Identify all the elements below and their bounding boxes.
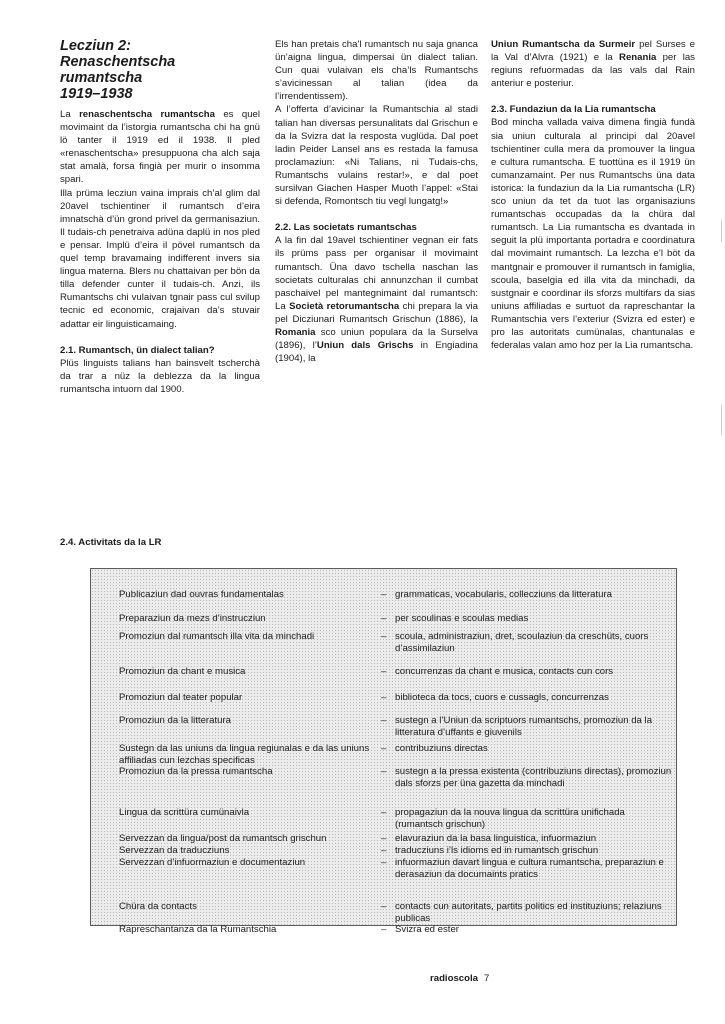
column-1 [60, 38, 260, 396]
dash-marker: – [381, 924, 387, 935]
paragraph: A l’offerta d’avicinar la Rumantschia al stadi talian han diversas persunalitats dal Grischun e da la Svizra dat la resposta vuglüda. Dal poet ladin Peider Lansel ans es restada la famusa proclamaziun: «Ni Talians, ni Tudais-chs, Rumantschs vulains restar!», e dal poet sursilvan Giachen Hasper Muoth l’appel: «Stai si defenda, Romontsch tiu vegl lungatg!» [275, 104, 478, 208]
lesson-title [60, 38, 260, 102]
bold-term: Romania [275, 326, 316, 338]
activity-label: Publicaziun dad ouvras fundamentalas [119, 589, 284, 600]
column-2 [275, 38, 478, 365]
activity-detail: grammaticas, vocabularis, collecziuns da litteratura [395, 589, 613, 600]
activity-detail: infuormaziun davart lingua e cultura rumantscha, preparaziun e derasaziun da documaints pratics [395, 857, 664, 881]
activity-detail: biblioteca da tocs, cuors e cussagls, concurrenzas [395, 692, 609, 703]
activity-detail: contacts cun autoritats, partits politics ed instituziuns; relaziuns publicas [395, 901, 662, 925]
activity-detail: sustegn a l’Uniun da scriptuors rumantschs, promoziun da la litteratura d’uffants e giuvenils [395, 715, 653, 739]
dash-marker: – [381, 666, 387, 677]
activity-label: Promoziun dal teater popular [119, 692, 243, 703]
activity-detail: scoula, administraziun, dret, scoulaziun da creschüts, cuors d’assimilaziun [395, 631, 649, 655]
activity-label: Promoziun da chant e musica [119, 666, 246, 677]
footer-brand: radioscola [430, 973, 478, 984]
activity-label: Servezzan da lingua/post da rumantsch grischun [119, 833, 327, 844]
section-heading-2-4: 2.4. Activitats da la LR [60, 537, 162, 548]
title-line: 1919–1938 [60, 86, 133, 102]
section-heading-2-2: 2.2. Las societats rumantschas [275, 222, 417, 234]
activity-label: Servezzan d’infuormaziun e documentaziun [119, 857, 306, 868]
dash-marker: – [381, 743, 387, 754]
bold-term: Società retorumantscha [289, 300, 400, 312]
paragraph: Els han pretais cha’l rumantsch nu saja gnanca ün’aigna lingua, dimpersai ün dialect talian. Cun quai vulaivan els cha’ls Rumantschs s’avicinessan al talian (idea da l’irrendentissem). [275, 39, 478, 103]
activity-detail: concurrenzas da chant e musica, contacts cun cors [395, 666, 614, 677]
text-run: pel Surses e la Val d’Alvra (1921) e la [491, 39, 696, 64]
dash-marker: – [381, 589, 387, 600]
bold-term: Uniun dals Grischs [316, 340, 414, 352]
paragraph [491, 38, 695, 90]
dash-marker: – [381, 613, 387, 624]
dash-marker: – [381, 631, 387, 642]
activity-detail: contribuziuns directas [395, 743, 488, 754]
scan-edge-mark [721, 220, 722, 242]
dash-marker: – [381, 833, 387, 844]
bold-term: Renania [619, 52, 657, 64]
activity-label: Servezzan da traducziuns [119, 845, 230, 856]
title-line: Renaschentscha rumantscha [60, 54, 176, 86]
dash-marker: – [381, 901, 387, 912]
bold-term: renaschentscha rumantscha [79, 109, 215, 120]
dash-marker: – [381, 857, 387, 868]
activity-label: Sustegn da las uniuns da lingua regiunalas e da las uniuns affiliadas cun lezchas specificas [119, 743, 370, 767]
paragraph: Bod mincha vallada vaiva dimena fingià fundà sia uniun culturala al principi dal 20avel tschientiner culla mera da promouver la lingua e cultura rumantscha. E tuottüna es il 1919 ün cumanzamaint. Per nus Rumantschs üna data istorica: la fundaziun da la Lia rumantscha (LR) sco uniun da tet da tuot las organisaziuns rumantschas occupadas da la chüra dal rumantsch. La Lia rumantscha es dvantada in seguit la plü importanta portadra e coordinatura dal movimaint rumantsch. La lezcha e’l böt da mantgnair e promouver il rumantsch in famiglia, scoula, baselgia ed illa vita da minchadi, da sustgnair e coordinar ils sforzs multifars da sias uniuns affiliadas e surtuot da rapreschantar la Rumantschia vers l’exteriur (Svizra ed ester) e pro las autoritats cumünalas, chantunalas e federalas valan amo hoz per la Lia rumantscha. [491, 117, 695, 352]
section-heading-2-1: 2.1. Rumantsch, ün dialect talian? [60, 344, 215, 356]
dash-marker: – [381, 807, 387, 818]
activity-label: Chüra da contacts [119, 901, 197, 912]
activity-label: Rapreschantanza da la Rumantschia [119, 924, 277, 935]
activity-detail: traducziuns i’ls idioms ed in rumantsch grischun [395, 845, 599, 856]
paragraph: Illa prüma lecziun vaina imprais ch’al glim dal 20avel tschientiner il rumantsch d’eira imnatschà d’ün grond privel da germanisaziun. Il tudais-ch penetraiva adüna daplü in nos pled e pensar. Implü d’eira il pövel rumantsch da quel temp bravamaing indifferent invers sia lingua materna. Blers nu chattaivan per bön da tilla defender cunter il tudais-ch. Anzi, ils Rumantschs chi vulaivan tgnair pass cul svilup tecnic ed economic, crajaivan da’s stuvair adattar eir linguisticamaing. [60, 187, 260, 330]
dash-marker: – [381, 766, 387, 777]
text-run: chi prepara la via pel Dicziunari Rumantsch Grischun (1886), la [275, 300, 478, 325]
activity-detail: elavuraziun da la basa linguistica, infuormaziun [395, 833, 597, 844]
text-run: es quel movimaint da l’istorgia rumantscha chi ha gnü lö tanter il 1919 ed il 1938. Il pled «renaschentscha» presuppuona cha alch saja stat amalà, forsa fingià per murir o insomma spari. [60, 109, 260, 186]
scan-edge-mark [721, 405, 722, 435]
bold-term: Uniun Rumantscha da Surmeir [491, 39, 636, 50]
paragraph: Plüs linguists talians han bainsvelt tscherchà da trar a nüz la deblezza da la lingua rumantscha intuorn dal 1900. [60, 357, 260, 395]
dash-marker: – [381, 845, 387, 856]
paragraph [275, 234, 478, 365]
page-number: 7 [484, 973, 490, 984]
column-3 [491, 38, 695, 352]
activity-detail: per scoulinas e scoulas medias [395, 613, 529, 624]
text-run: sco uniun populara da la Surselva (1896), l’ [275, 326, 478, 352]
activities-table [90, 568, 677, 935]
activity-detail: sustegn a la pressa existenta (contribuziuns directas), promoziun dals sforzs per üna gazetta da minchadi [395, 766, 672, 790]
section-heading-2-3: 2.3. Fundaziun da la Lia rumantscha [491, 104, 656, 116]
activity-label: Promoziun da la pressa rumantscha [119, 766, 273, 777]
activity-label: Lingua da scrittüra cumünaivla [119, 807, 250, 818]
activity-label: Promoziun dal rumantsch illa vita da minchadi [119, 631, 315, 642]
text-run: La [60, 109, 80, 120]
title-line: Lecziun 2: [60, 38, 131, 54]
text-run: A la fin dal 19avel tschientiner vegnan eir fats ils prüms pass per organisar il movimaint rumantsch. Üna davo tschella naschan las societats culturalas chi annunzchan il cumbat paschaivel pel mantegnimaint dal rumantsch: La [275, 235, 478, 312]
activity-detail: propagaziun da la nouva lingua da scrittüra unifichada (rumantsch grischun) [395, 807, 625, 831]
dash-marker: – [381, 692, 387, 703]
page-footer [430, 973, 489, 984]
activity-label: Promoziun da la litteratura [119, 715, 231, 726]
paragraph [60, 108, 260, 187]
activity-detail: Svizra ed ester [395, 924, 459, 935]
activity-label: Preparaziun da mezs d’instrucziun [119, 613, 266, 624]
text-run: per las regiuns refuormadas da las vals dal Rain anteriur e posteriur. [491, 52, 695, 90]
dash-marker: – [381, 715, 387, 726]
text-run: in Engiadina (1904), la [275, 340, 478, 365]
